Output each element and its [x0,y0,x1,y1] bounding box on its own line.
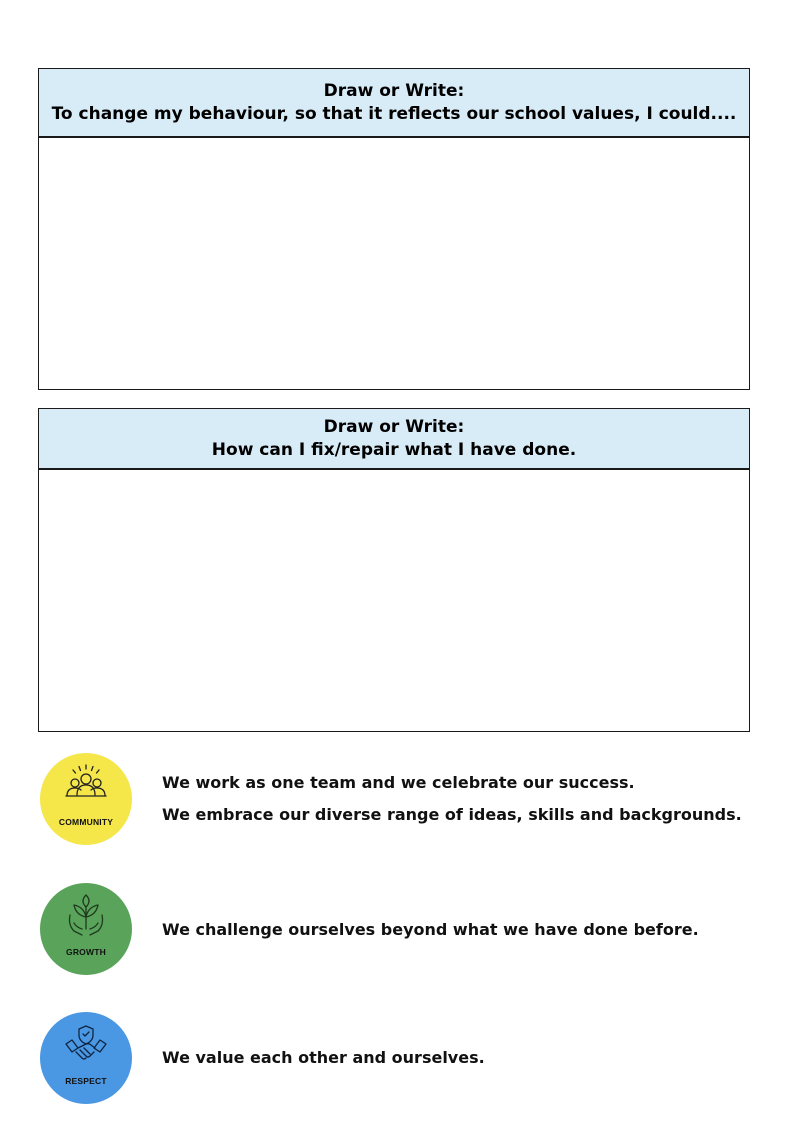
behaviour-change-header [39,69,749,138]
value-respect [40,1012,760,1104]
value-growth [40,883,760,975]
growth-badge [40,883,132,975]
repair-prompt: How can I fix/repair what I have done. [211,439,577,460]
community-statement-line-1: We work as one team and we celebrate our success. [162,773,635,792]
community-statement [162,767,742,831]
community-label: COMMUNITY [58,817,114,827]
growth-statement-line-1: We challenge ourselves beyond what we have done before. [162,920,699,939]
repair-header [39,409,749,470]
sprout-in-hands-icon [62,893,110,943]
respect-label: RESPECT [65,1076,107,1086]
value-community [40,753,760,845]
respect-badge [40,1012,132,1104]
community-badge [40,753,132,845]
community-statement-line-2: We embrace our diverse range of ideas, skills and backgrounds. [162,805,742,824]
repair-heading: Draw or Write: [323,416,465,437]
growth-statement [162,914,699,946]
behaviour-change-prompt: To change my behaviour, so that it reflects our school values, I could.... [51,103,737,124]
respect-statement-line-1: We value each other and ourselves. [162,1048,485,1067]
behaviour-change-box [38,68,750,390]
community-people-icon [62,763,110,807]
handshake-shield-icon [62,1022,110,1070]
growth-label: GROWTH [66,947,106,957]
repair-box [38,408,750,732]
respect-statement [162,1042,485,1074]
behaviour-change-heading: Draw or Write: [323,80,465,101]
